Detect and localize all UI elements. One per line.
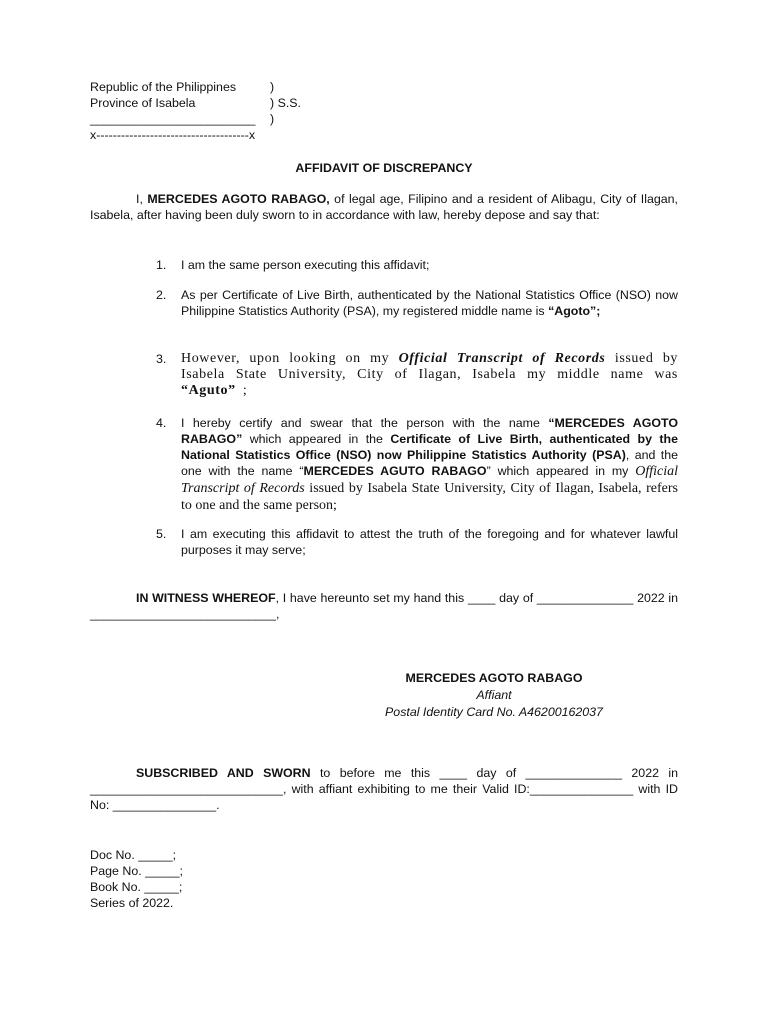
intro-paragraph [90,191,678,223]
statement-number: 3. [156,352,167,366]
series-year: Series of 2022. [90,896,174,910]
statement-number: 4. [156,416,167,430]
doc-number: Doc No. _____; [90,848,177,862]
venue-city-blank: ________________________ [90,112,256,126]
witness-paragraph [90,590,678,622]
venue-country: Republic of the Philippines [90,80,237,94]
affiant-id: Postal Identity Card No. A46200162037 [385,705,603,719]
document-title: AFFIDAVIT OF DISCREPANCY [295,161,473,175]
statement-number: 5. [156,527,167,541]
statement-item [156,415,678,514]
witness-text: , I have hereunto set my hand this ____ day of ______________ 2022 in ___________________________, [90,591,678,621]
statement-item [156,257,678,273]
venue-bracket: ) [270,80,275,94]
venue-ss: ) S.S. [270,96,301,110]
statement-text: As per Certificate of Live Birth, authenticated by the National Statistics Office (NSO) now Philippine Statistics Authority (PSA), my registered middle name is “Agoto”; [181,288,678,318]
statement-text: I hereby certify and swear that the person with the name “MERCEDES AGOTO RABAGO” which appeared in the Certificate of Live Birth, authenticated by the National Statistics Office (NSO) now Philippine Statistics Authority (PSA), and the one with the name “MERCEDES AGUTO RABAGO” which appeared in my Official Transcript of Records issued by Isabela State University, City of Ilagan, Isabela, refers to one and the same person; [181,416,678,513]
intro-lead: I, [136,192,148,206]
venue-country-row [90,79,390,95]
venue-province-row [90,95,390,111]
page-number: Page No. _____; [90,864,184,878]
venue-block [90,79,390,143]
intro-text: of legal age, Filipino and a resident of Alibagu, City of Ilagan, Isabela, after having been duly sworn to in accordance with law, hereby depose and say that: [90,192,678,222]
affiant-name: MERCEDES AGOTO RABAGO [405,671,583,685]
affiant-name-intro: MERCEDES AGOTO RABAGO, [147,192,330,206]
statement-number: 2. [156,288,167,302]
statement-item [156,351,678,399]
statement-number: 1. [156,258,167,272]
jurat-text: to before me this ____ day of ______________ 2022 in ____________________________, with affiant exhibiting to me their Valid ID:_______________ with ID No: _______________. [90,766,679,812]
venue-bracket: ) [270,112,275,126]
notarial-register [90,847,183,911]
book-number: Book No. _____; [90,880,183,894]
statement-text: I am the same person executing this affidavit; [181,258,430,272]
statement-item [156,287,678,319]
venue-city-row [90,111,390,127]
jurat-paragraph [90,765,678,813]
statement-text: However, upon looking on my Official Transcript of Records issued by Isabela State University, City of Ilagan, Isabela my middle name was “Aguto” ; [181,351,679,398]
affiant-role: Affiant [476,688,512,702]
venue-separator: x-------------------------------------x [90,128,256,142]
statement-text: I am executing this affidavit to attest the truth of the foregoing and for whatever lawful purposes it may serve; [181,527,678,557]
witness-heading: IN WITNESS WHEREOF [136,591,276,605]
venue-province: Province of Isabela [90,96,196,110]
jurat-heading: SUBSCRIBED AND SWORN [136,766,311,780]
statement-item [156,526,678,558]
signature-block [300,670,688,721]
